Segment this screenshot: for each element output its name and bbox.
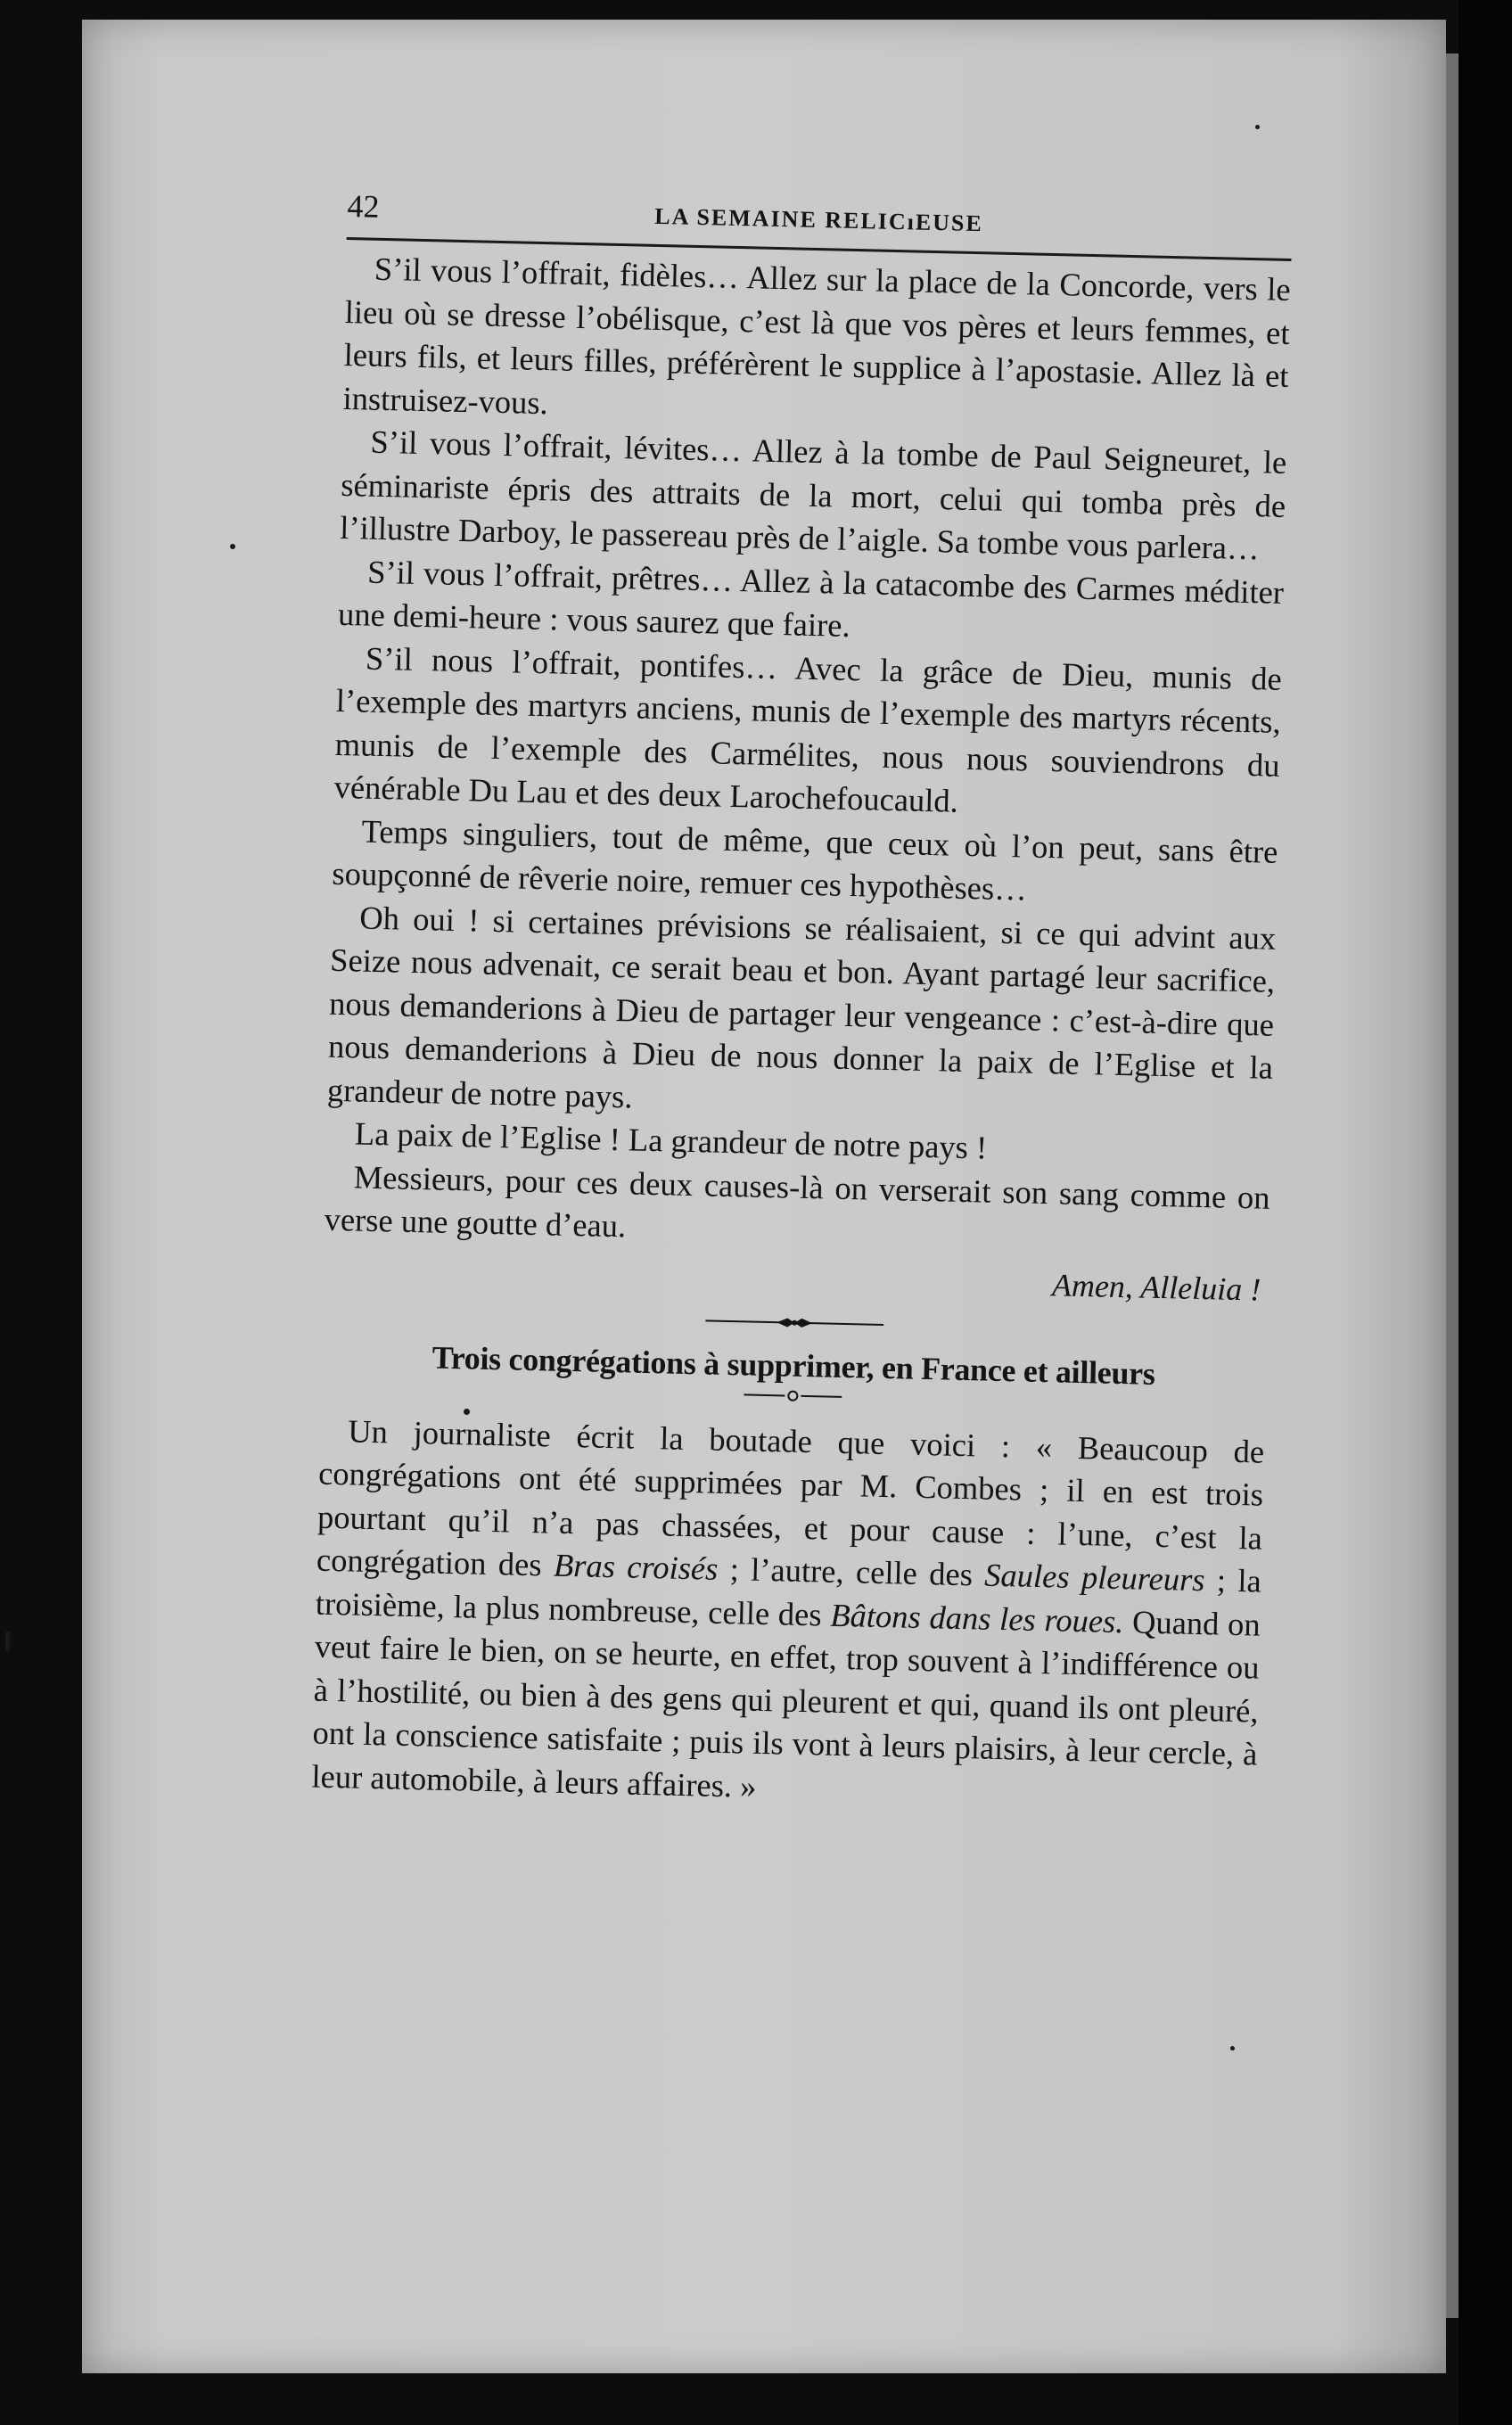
dust-speck [1255,125,1260,129]
article-body-text: ; l’autre, celle des [717,1550,985,1593]
section-ornament [322,1305,1267,1339]
dust-speck [230,544,235,549]
article-body-text: Un journaliste écrit la boutade que voici : « Beaucoup de congrégations ont été supprimées par M. Combes ; il en est trois pourtant qu’il n’a pas chassées, et pour cause : l’une, c’est la congrégation des [316,1411,1265,1583]
dust-speck [5,1632,10,1651]
paragraph: S’il nous l’offrait, pontifes… Avec la grâce de Dieu, munis de l’exemple des martyrs anciens, munis de l’exemple des martyrs récents, munis de l’exemple des Carmélites, nous nous souviendrons du vénérable Du Lau et des deux Larochefoucauld. [333,639,1283,819]
italic-phrase: Bâtons dans les roues. [829,1596,1124,1640]
article-body-text: ; la troisième, la plus nombreuse, celle des [315,1561,1262,1633]
page-content [311,187,1293,1820]
paragraph: La paix de l’Eglise ! La grandeur de notre pays ! [354,1114,988,1166]
signature: Amen, Alleluia ! [1051,1266,1261,1308]
page-number: 42 [347,187,380,225]
paragraph: Temps singuliers, tout de même, que ceux où l’on peut, sans être soupçonné de rêverie noire, remuer ces hypothèses… [332,812,1278,908]
italic-phrase: Saules pleureurs [983,1556,1205,1599]
paragraph: S’il vous l’offrait, fidèles… Allez sur la place de la Concorde, vers le lieu où se dresse l’obélisque, c’est là que vos pères et leurs femmes, et leurs fils, et leurs filles, préférèrent le supplice à l’apostasie. Allez là et instruisez-vous. [342,250,1292,421]
small-circle-rule-icon [744,1388,842,1402]
ornament-rule-icon [705,1314,883,1331]
article-body [311,1409,1265,1819]
article-body-text: Quand on veut faire le bien, on se heurte, en effet, trop souvent à l’indifférence ou à l’hostilité, ou bien à des gens qui pleurent et qui, quand ils ont pleuré, ont la conscience satisfaite ; puis ils vont à leurs plaisirs, à leur cercle, à leur automobile, à leurs affaires. » [311,1602,1261,1804]
paragraph: Messieurs, pour ces deux causes-là on verserait son sang comme on verse une goutte d’eau. [324,1157,1271,1245]
paragraph: Oh oui ! si certaines prévisions se réalisaient, si ce qui advint aux Seize nous advenait, ce serait beau et bon. Ayant partagé leur sacrifice, nous demanderions à Dieu de partager leur vengeance : c’est-à-dire que nous demanderions à Dieu de nous donner la paix de l’Eglise et la grandeur de notre pays. [326,899,1277,1115]
paragraph: S’il vous l’offrait, lévites… Allez à la tombe de Paul Seigneuret, le séminariste épris des attraits de la mort, celui qui tomba près de l’illustre Darboy, le passereau près de l’aigle. Sa tombe vous parlera… [339,423,1287,567]
scan-border [1459,0,1512,2425]
italic-phrase: Bras croisés [553,1546,719,1587]
page-edge-shadow [1446,53,1459,2318]
running-title: LA SEMAINE RELICıEUSE [654,202,984,237]
dust-speck [1230,2046,1235,2051]
article-title: Trois congrégations à supprimer, en France et ailleurs [431,1338,1156,1392]
paragraph: S’il vous l’offrait, prêtres… Allez à la catacombe des Carmes méditer une demi-heure : vous saurez que faire. [337,553,1285,644]
